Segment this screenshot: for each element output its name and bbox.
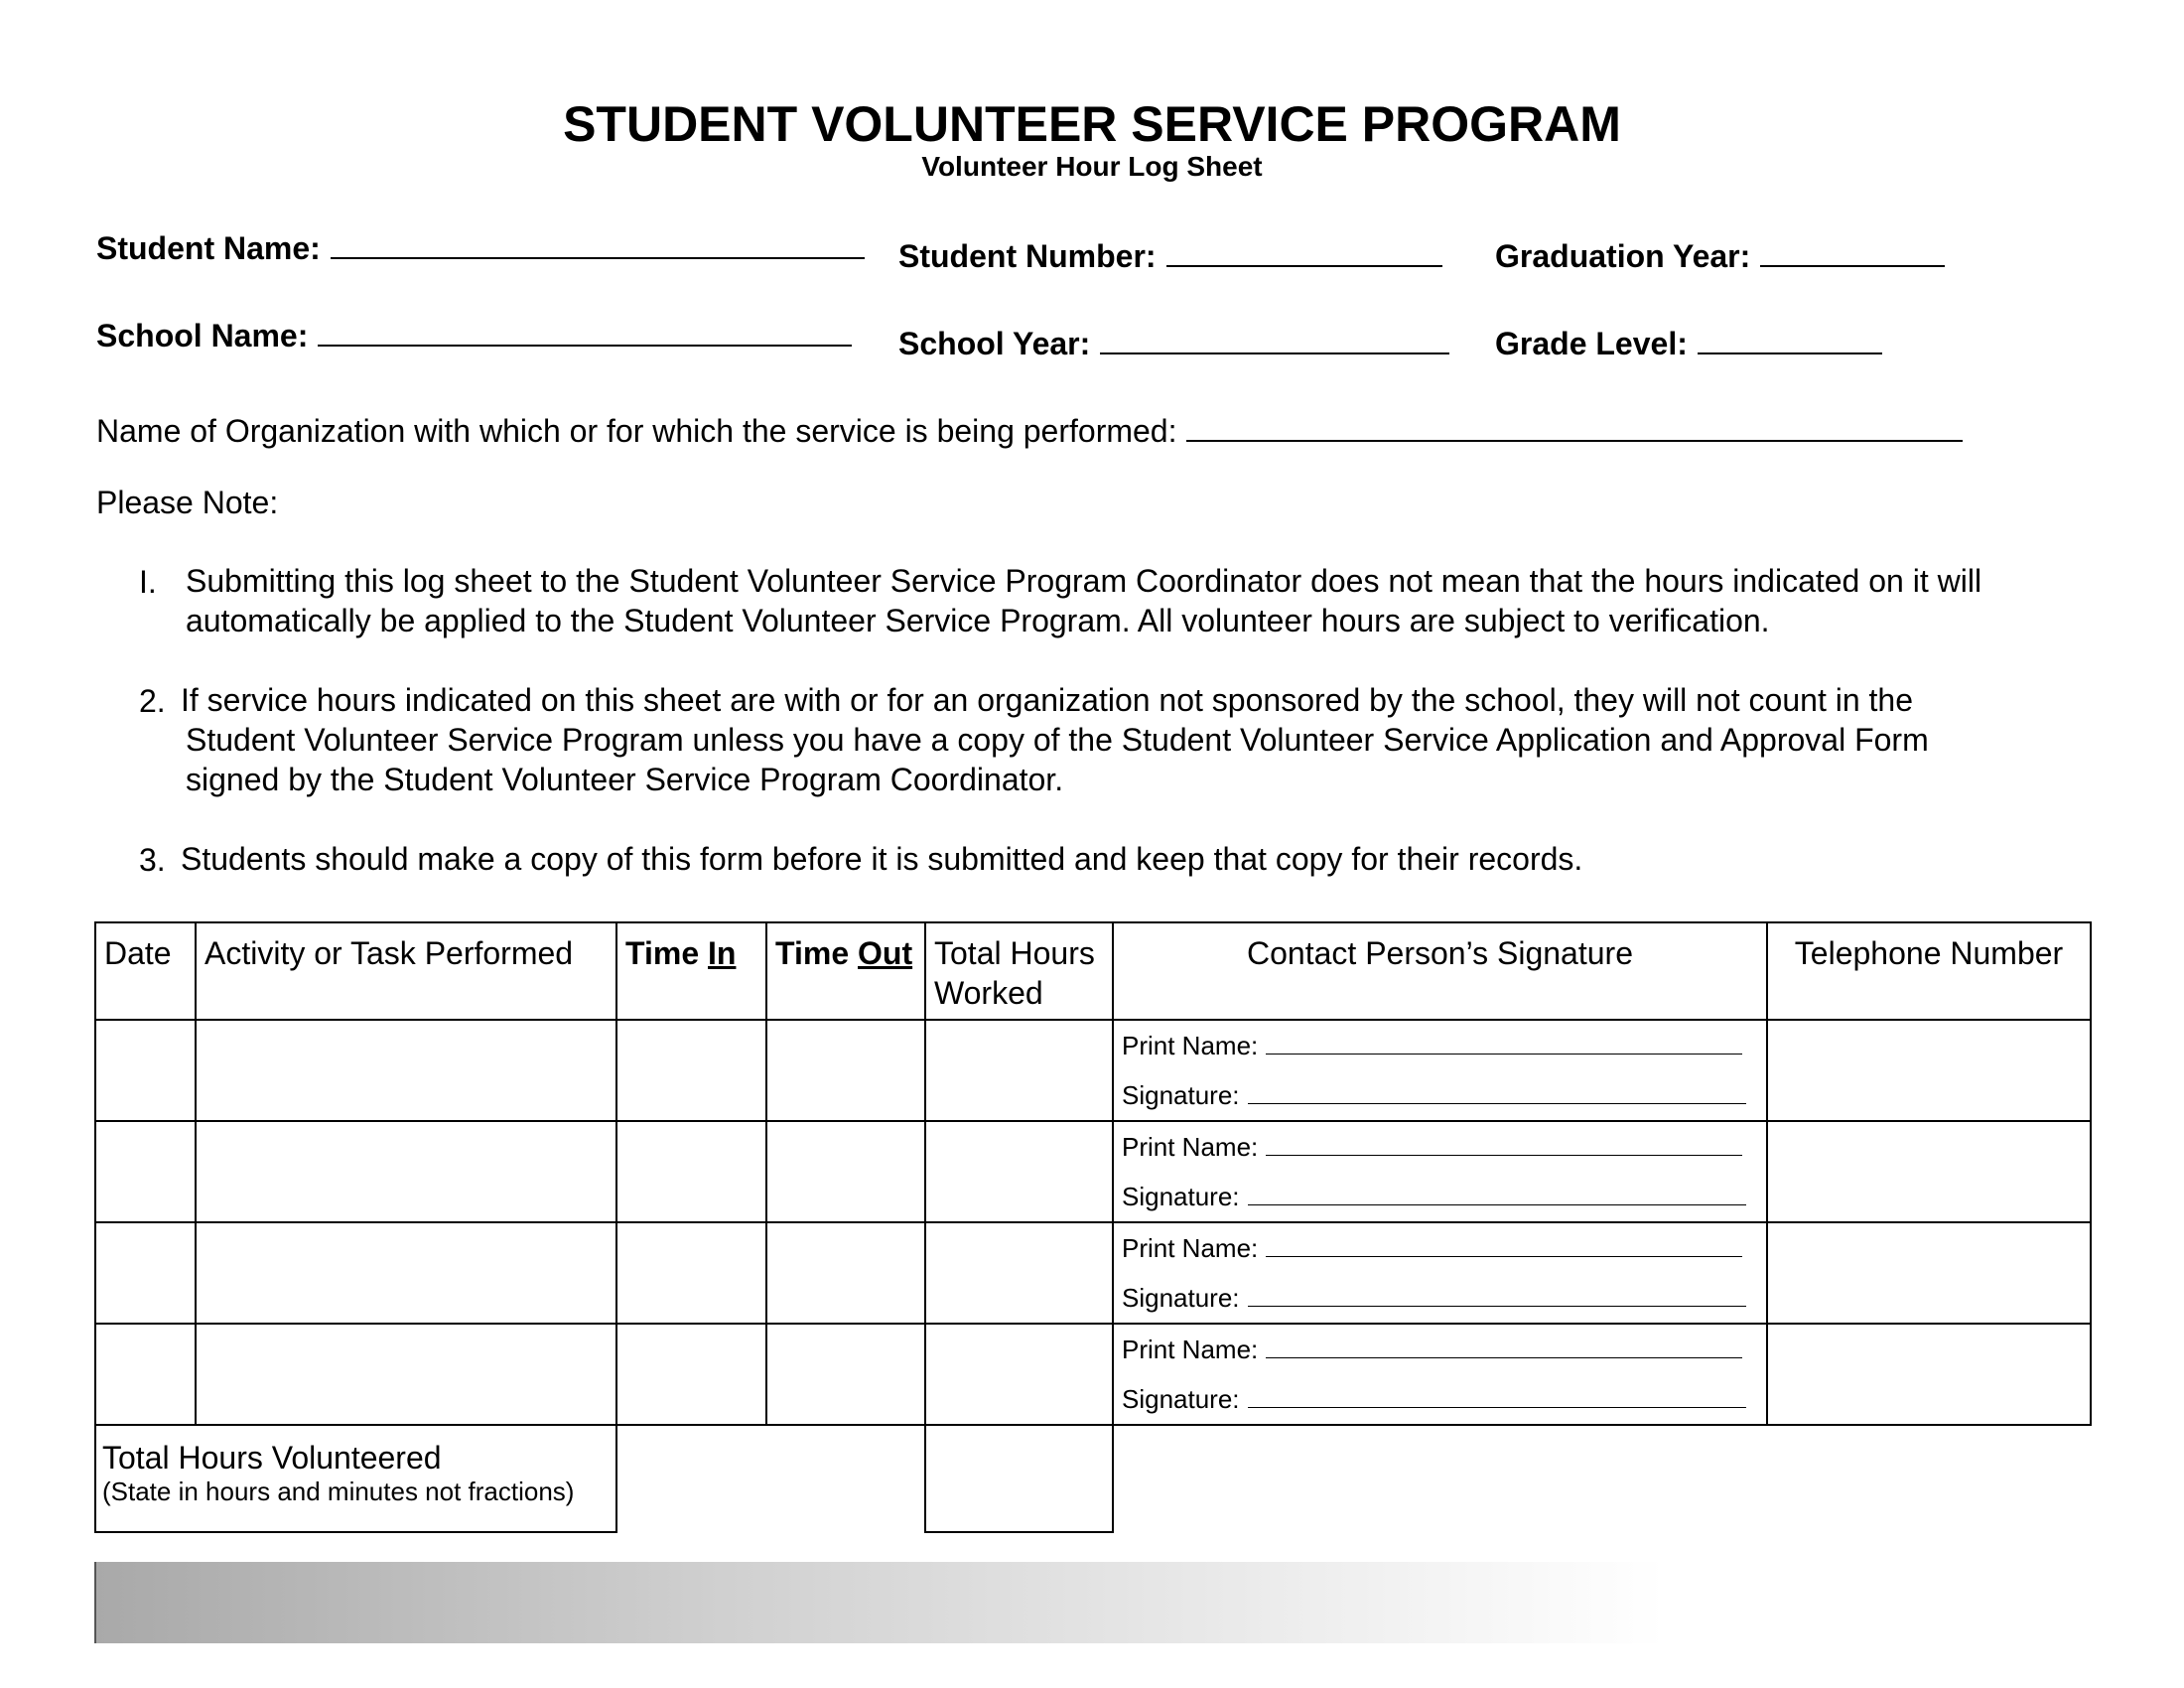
organization-line[interactable] [1186,414,1963,442]
print-name-line[interactable] [1266,1230,1742,1257]
total-empty-area [1113,1425,2091,1532]
activity-cell[interactable] [196,1020,616,1121]
activity-cell[interactable] [196,1121,616,1222]
grade-level-field[interactable] [1495,326,1882,362]
print-name-label: Print Name: [1122,1335,1259,1364]
total-hours-cell[interactable] [925,1222,1113,1324]
signature-line[interactable] [1248,1280,1746,1307]
time-out-cell[interactable] [766,1324,925,1425]
print-name-label: Print Name: [1122,1132,1259,1162]
table-row [95,1121,2091,1222]
student-number-label: Student Number: [898,238,1157,274]
telephone-cell[interactable] [1767,1324,2091,1425]
activity-cell[interactable] [196,1324,616,1425]
volunteer-log-table [94,921,2092,1533]
print-name-field[interactable] [1122,1223,1766,1273]
note-2 [181,680,2087,799]
total-row [95,1425,2091,1532]
school-name-label: School Name: [96,318,309,353]
header-time-out: Time Out [766,922,925,1020]
time-out-cell[interactable] [766,1222,925,1324]
graduation-year-label: Graduation Year: [1495,238,1751,274]
signature-line[interactable] [1248,1381,1746,1408]
print-name-field[interactable] [1122,1325,1766,1374]
contact-signature-cell [1113,1222,1767,1324]
organization-label: Name of Organization with which or for which the service is being performed: [96,413,1177,449]
note-2-line-2: Student Volunteer Service Program unless you have a copy of the Student Volunteer Service Application and Approval Form [186,722,1929,758]
print-name-line[interactable] [1266,1129,1742,1156]
student-number-field[interactable] [898,238,1442,275]
total-sublabel-text: (State in hours and minutes not fractions) [102,1477,575,1506]
total-hours-volunteered-cell[interactable] [925,1425,1113,1532]
organization-field[interactable] [96,413,1963,450]
print-name-field[interactable] [1122,1021,1766,1070]
header-activity: Activity or Task Performed [196,922,616,1020]
activity-cell[interactable] [196,1222,616,1324]
graduation-year-line[interactable] [1760,239,1945,267]
student-name-line[interactable] [331,231,865,259]
note-1 [186,561,2092,640]
print-name-line[interactable] [1266,1028,1742,1055]
signature-label: Signature: [1122,1182,1240,1211]
signature-label: Signature: [1122,1080,1240,1110]
form-subtitle: Volunteer Hour Log Sheet [921,151,1263,182]
time-in-cell[interactable] [616,1121,766,1222]
signature-label: Signature: [1122,1384,1240,1414]
total-hours-cell[interactable] [925,1324,1113,1425]
form-title: STUDENT VOLUNTEER SERVICE PROGRAM [563,96,1621,152]
grade-level-label: Grade Level: [1495,326,1688,361]
table-header-row [95,922,2091,1020]
print-name-label: Print Name: [1122,1031,1259,1060]
print-name-field[interactable] [1122,1122,1766,1172]
note-2-line-3: signed by the Student Volunteer Service Program Coordinator. [186,762,1064,797]
school-year-line[interactable] [1100,327,1449,354]
note-1-line-1: Submitting this log sheet to the Student Volunteer Service Program Coordinator does not mean that the hours indicated on it will [186,563,1982,599]
total-label-text: Total Hours Volunteered [102,1440,442,1476]
date-cell[interactable] [95,1324,196,1425]
print-name-line[interactable] [1266,1332,1742,1358]
total-hours-cell[interactable] [925,1121,1113,1222]
footer-gradient-bar [94,1562,1665,1643]
total-hours-cell[interactable] [925,1020,1113,1121]
time-in-cell[interactable] [616,1020,766,1121]
signature-field[interactable] [1122,1172,1766,1221]
graduation-year-field[interactable] [1495,238,1945,275]
header-contact-signature: Contact Person’s Signature [1113,922,1767,1020]
table-row [95,1222,2091,1324]
student-name-label: Student Name: [96,230,321,266]
table-row [95,1324,2091,1425]
school-name-field[interactable] [96,318,852,354]
header-date: Date [95,922,196,1020]
time-out-cell[interactable] [766,1020,925,1121]
signature-line[interactable] [1248,1179,1746,1205]
total-spacer [616,1425,925,1532]
student-number-line[interactable] [1166,239,1442,267]
note-3-line-1: Students should make a copy of this form before it is submitted and keep that copy for their records. [181,841,1583,877]
header-time-in: Time In [616,922,766,1020]
signature-line[interactable] [1248,1077,1746,1104]
school-year-label: School Year: [898,326,1091,361]
telephone-cell[interactable] [1767,1020,2091,1121]
date-cell[interactable] [95,1020,196,1121]
signature-label: Signature: [1122,1283,1240,1313]
contact-signature-cell [1113,1324,1767,1425]
contact-signature-cell [1113,1121,1767,1222]
signature-field[interactable] [1122,1273,1766,1323]
signature-field[interactable] [1122,1374,1766,1424]
school-year-field[interactable] [898,326,1449,362]
time-out-cell[interactable] [766,1121,925,1222]
total-hours-volunteered-label [95,1425,616,1532]
student-name-field[interactable] [96,230,865,267]
header-telephone: Telephone Number [1767,922,2091,1020]
contact-signature-cell [1113,1020,1767,1121]
header-total-hours: Total Hours Worked [925,922,1113,1020]
note-2-number: 2. [139,683,166,719]
note-1-number: I. [139,564,157,600]
time-in-cell[interactable] [616,1324,766,1425]
school-name-line[interactable] [318,319,852,347]
notes-heading: Please Note: [96,485,279,520]
time-in-cell[interactable] [616,1222,766,1324]
date-cell[interactable] [95,1121,196,1222]
telephone-cell[interactable] [1767,1121,2091,1222]
table-row [95,1020,2091,1121]
grade-level-line[interactable] [1698,327,1882,354]
note-3-number: 3. [139,842,166,878]
note-3 [181,839,2087,879]
telephone-cell[interactable] [1767,1222,2091,1324]
date-cell[interactable] [95,1222,196,1324]
note-2-line-1: If service hours indicated on this sheet are with or for an organization not sponsored by the school, they will not count in the [181,682,1913,718]
note-1-line-2: automatically be applied to the Student Volunteer Service Program. All volunteer hours are subject to verification. [186,603,1770,638]
signature-field[interactable] [1122,1070,1766,1120]
print-name-label: Print Name: [1122,1233,1259,1263]
